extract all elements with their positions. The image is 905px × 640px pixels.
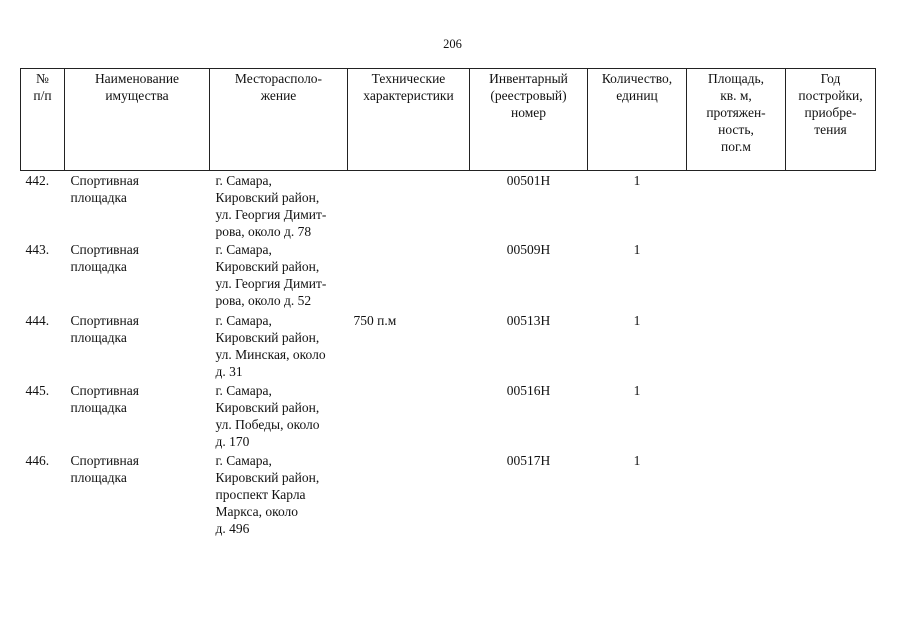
row-area <box>687 451 786 542</box>
table-row <box>21 171 876 241</box>
header-year: Год постройки, приобре- тения <box>786 69 876 171</box>
table-header-row <box>21 69 876 171</box>
row-quantity: 1 <box>633 313 641 328</box>
row-name: Спортивная площадка <box>70 242 139 274</box>
row-technical <box>348 381 470 451</box>
row-inventory-number: 00516Н <box>506 383 551 398</box>
row-inventory-number: 00501Н <box>506 173 551 188</box>
table-row <box>21 381 876 451</box>
row-location: г. Самара, Кировский район, ул. Георгия Димит- рова, около д. 52 <box>215 242 327 308</box>
header-quantity: Количество, единиц <box>588 69 687 171</box>
header-name: Наименование имущества <box>65 69 210 171</box>
row-year <box>786 240 876 311</box>
row-quantity: 1 <box>633 453 641 468</box>
page-number: 206 <box>443 37 462 51</box>
row-year <box>786 311 876 381</box>
row-technical <box>348 171 470 241</box>
row-location: г. Самара, Кировский район, проспект Карла Маркса, около д. 496 <box>215 453 320 536</box>
row-inventory-number: 00509Н <box>506 242 551 257</box>
header-inventory: Инвентарный (реестровый) номер <box>470 69 588 171</box>
row-quantity: 1 <box>633 242 641 257</box>
row-name: Спортивная площадка <box>70 453 139 485</box>
row-area <box>687 171 786 241</box>
row-technical <box>348 240 470 311</box>
row-location: г. Самара, Кировский район, ул. Минская, около д. 31 <box>215 313 326 379</box>
row-year <box>786 171 876 241</box>
table-row <box>21 240 876 311</box>
row-number: 443. <box>25 242 50 257</box>
row-number: 444. <box>25 313 50 328</box>
row-location: г. Самара, Кировский район, ул. Победы, около д. 170 <box>215 383 320 449</box>
row-area <box>687 311 786 381</box>
header-number: № п/п <box>21 69 65 171</box>
property-table <box>20 68 876 542</box>
table-row <box>21 451 876 542</box>
row-name: Спортивная площадка <box>70 383 139 415</box>
row-name: Спортивная площадка <box>70 173 139 205</box>
row-area <box>687 381 786 451</box>
header-area: Площадь, кв. м, протяжен- ность, пог.м <box>687 69 786 171</box>
header-technical: Технические характеристики <box>348 69 470 171</box>
row-inventory-number: 00517Н <box>506 453 551 468</box>
row-number: 445. <box>25 383 50 398</box>
row-number: 446. <box>25 453 50 468</box>
row-location: г. Самара, Кировский район, ул. Георгия Димит- рова, около д. 78 <box>215 173 327 239</box>
row-quantity: 1 <box>633 173 641 188</box>
row-year <box>786 451 876 542</box>
row-number: 442. <box>25 173 50 188</box>
row-name: Спортивная площадка <box>70 313 139 345</box>
row-inventory-number: 00513Н <box>506 313 551 328</box>
row-technical: 750 п.м <box>353 313 397 328</box>
row-technical <box>348 451 470 542</box>
row-year <box>786 381 876 451</box>
table-row <box>21 311 876 381</box>
row-area <box>687 240 786 311</box>
header-location: Месторасполо- жение <box>210 69 348 171</box>
row-quantity: 1 <box>633 383 641 398</box>
